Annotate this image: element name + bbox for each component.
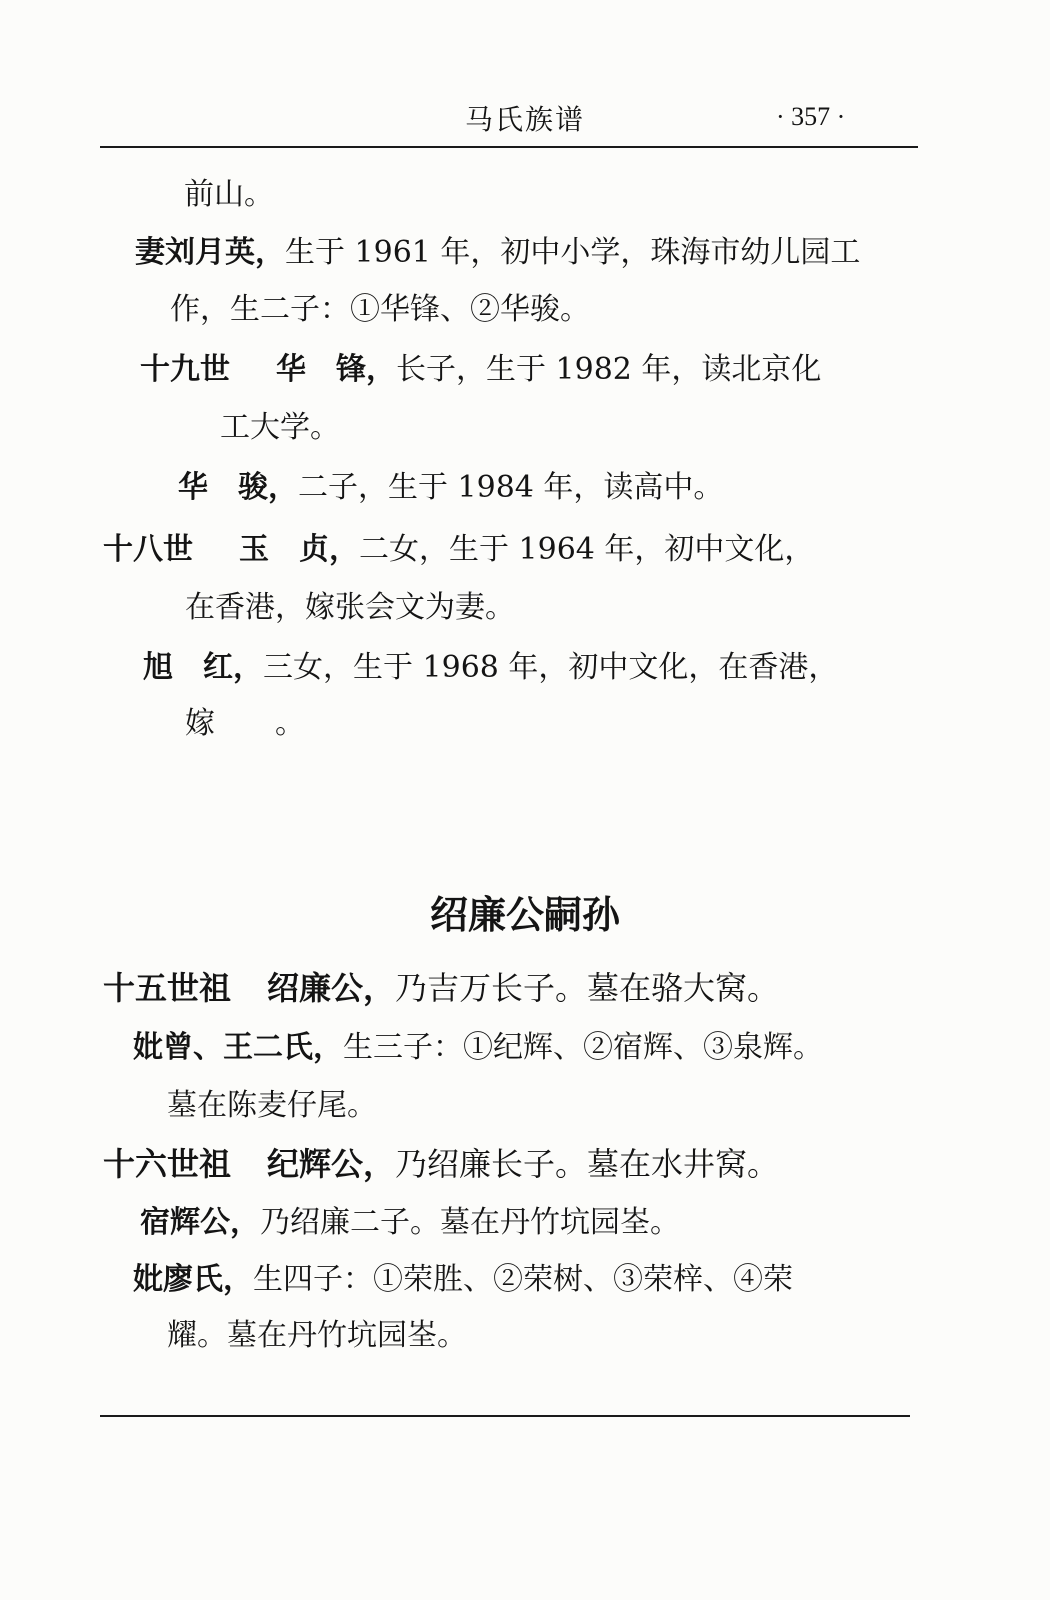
- entry-name: 宿辉公，: [140, 1205, 260, 1240]
- line-text: 墓在陈麦仔尾。: [167, 1088, 377, 1123]
- entry-suhui: [140, 1203, 680, 1243]
- entry-name: 华 锋，: [276, 352, 396, 387]
- generation-label: 十八世: [103, 532, 193, 567]
- text-line: [220, 408, 340, 448]
- section-heading: 绍廉公嗣孙: [429, 893, 620, 937]
- entry-text: 乃绍廉长子。墓在水井窝。: [395, 1145, 780, 1183]
- line-text: 在香港，嫁张会文为妻。: [185, 590, 515, 625]
- entry-name: 华 骏，: [178, 470, 298, 505]
- running-header-title: 马氏族谱: [464, 103, 585, 136]
- text-line: [184, 175, 274, 215]
- line-text: 嫁 。: [185, 706, 305, 741]
- page-number: · 357 ·: [776, 102, 846, 131]
- entry-name: 绍廉公，: [267, 969, 396, 1007]
- generation-label: 十六世祖: [103, 1145, 232, 1183]
- entry-text: 二女，生于 1964 年，初中文化，: [359, 532, 815, 567]
- text-line: [185, 704, 305, 744]
- line-text: 作，生二子：①华锋、②华骏。: [170, 292, 590, 327]
- entry-text: 乃吉万长子。墓在骆大窝。: [395, 969, 780, 1007]
- entry-name: 纪辉公，: [267, 1145, 396, 1183]
- entry-xuhong: [143, 648, 838, 688]
- entry-text: 生于 1961 年，初中小学，珠海市幼儿园工: [285, 235, 861, 270]
- entry-name: 妻刘月英，: [135, 235, 285, 270]
- entry-name: 旭 红，: [143, 650, 263, 685]
- footer-rule: [100, 1415, 910, 1417]
- entry-spouse-liao: [133, 1260, 793, 1300]
- entry-yuzhen: [103, 530, 814, 570]
- text-line: [185, 588, 515, 628]
- entry-shaolian: [103, 968, 779, 1008]
- entry-text: 长子，生于 1982 年，读北京化: [396, 352, 822, 387]
- line-text: 前山。: [184, 177, 274, 212]
- header-rule: [100, 146, 918, 148]
- entry-spouse-zeng-wang: [133, 1028, 823, 1068]
- entry-text: 三女，生于 1968 年，初中文化，在香港，: [263, 650, 839, 685]
- text-line: [170, 290, 590, 330]
- line-text: 工大学。: [220, 410, 340, 445]
- entry-text: 乃绍廉二子。墓在丹竹坑园峑。: [260, 1205, 680, 1240]
- text-line: [167, 1086, 377, 1126]
- entry-spouse-liu-yueying: [135, 233, 860, 273]
- entry-text: 生三子：①纪辉、②宿辉、③泉辉。: [343, 1030, 823, 1065]
- text-line: [167, 1316, 467, 1356]
- generation-label: 十五世祖: [103, 969, 232, 1007]
- entry-huafeng: [140, 350, 821, 390]
- entry-huajun: [178, 468, 723, 508]
- generation-label: 十九世: [140, 352, 230, 387]
- entry-text: 生四子：①荣胜、②荣树、③荣梓、④荣: [253, 1262, 793, 1297]
- entry-name: 玉 贞，: [239, 532, 359, 567]
- line-text: 耀。墓在丹竹坑园峑。: [167, 1318, 467, 1353]
- entry-name: 妣廖氏，: [133, 1262, 253, 1297]
- entry-jihui: [103, 1144, 779, 1184]
- entry-text: 二子，生于 1984 年，读高中。: [298, 470, 724, 505]
- entry-name: 妣曾、王二氏，: [133, 1030, 343, 1065]
